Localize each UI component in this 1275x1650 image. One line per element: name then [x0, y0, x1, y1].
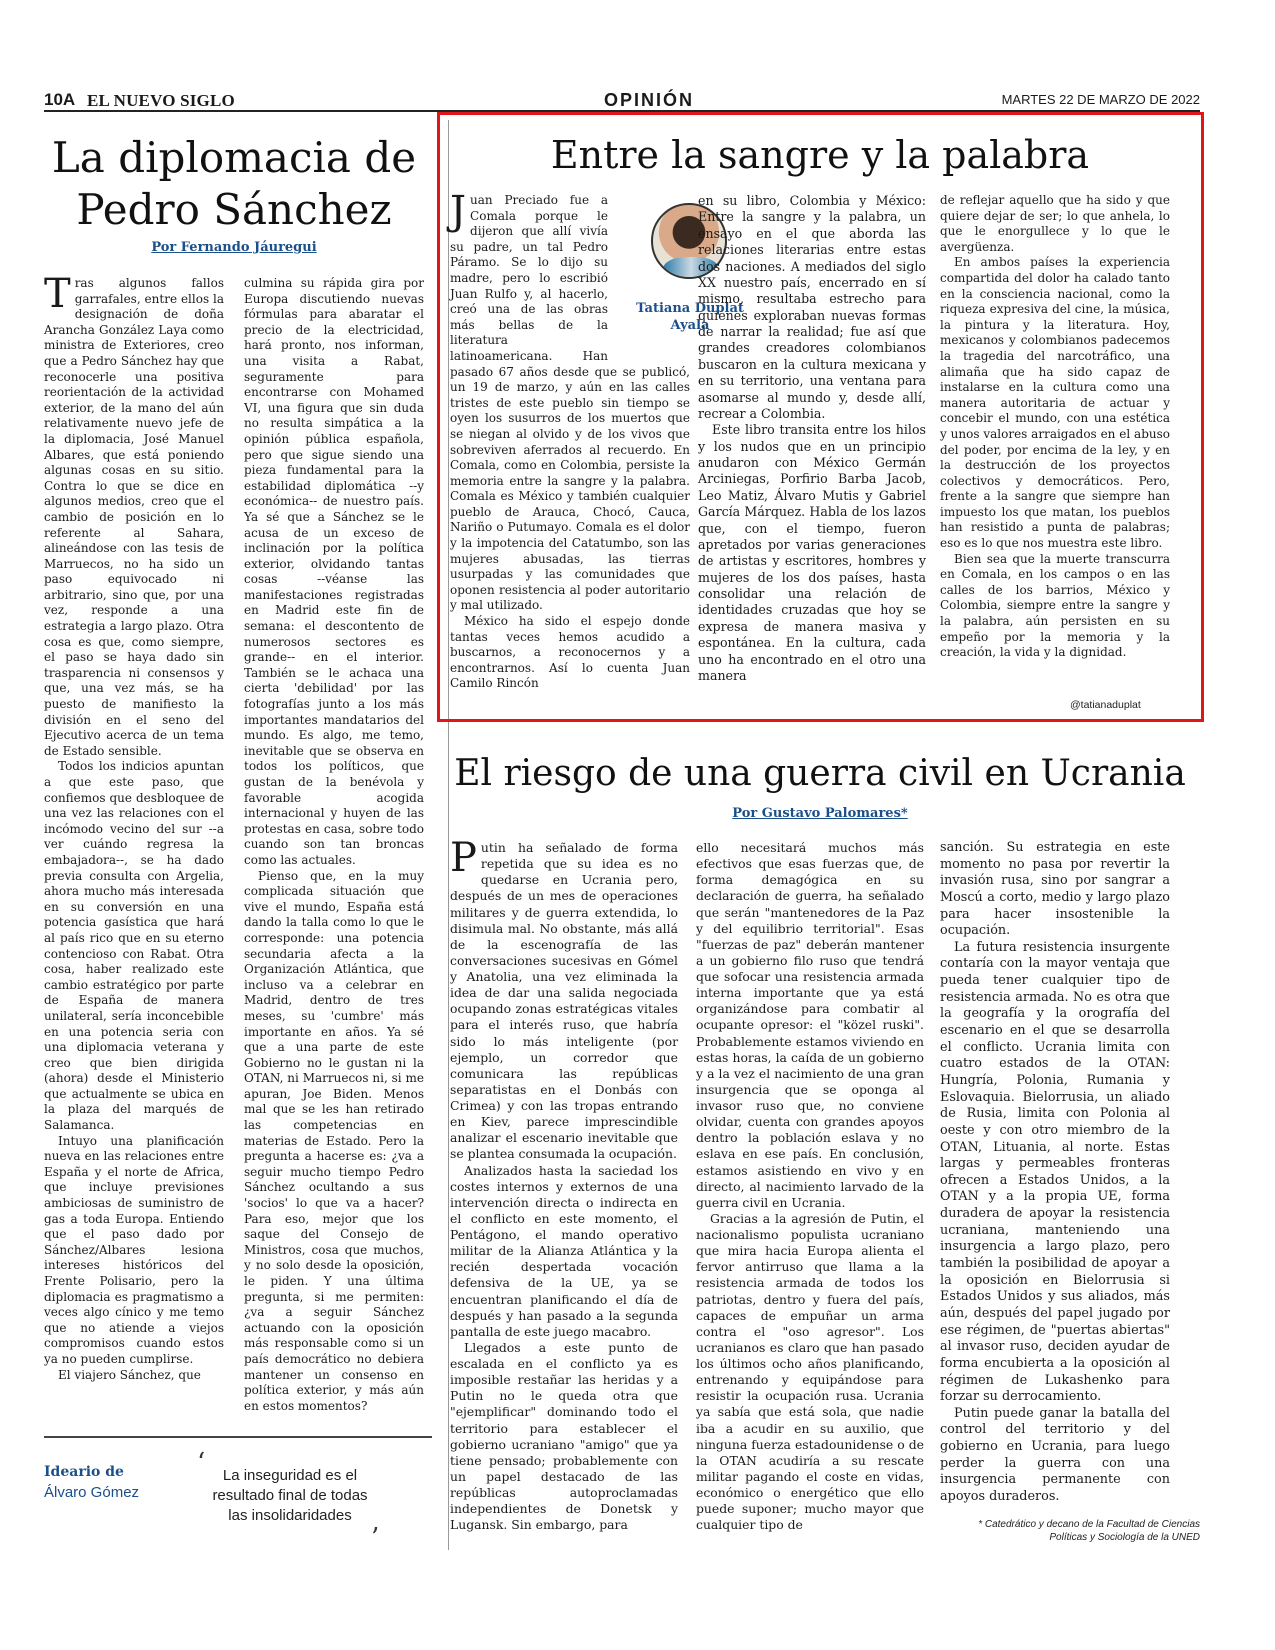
- bottom-article-column-3: [940, 840, 1170, 1506]
- paragraph: Gracias a la agresión de Putin, el nacionalismo populista ucraniano que mira hacia Europa alienta el fervor antirruso que llama a la resistencia armada de todos los patriotas, dentro y fuera del país, capaces de empuñar un arma contra el "oso agresor". Los ucranianos es claro que han pasado los últimos ocho años planificando, entrenando y equipándose para resistir la ocupación rusa. Ucrania ya sabía que está sola, que nadie iba a acudir en su auxilio, que ninguna fuerza estadounidense o de la OTAN acudiría a su rescate militar pagando el coste en vidas, económico o energético que ello puede suponer; mucho mayor que cualquier tipo de: [696, 1210, 924, 1533]
- quote-open-icon: ‘: [197, 1448, 206, 1478]
- newspaper-name: EL NUEVO SIGLO: [87, 91, 235, 110]
- center-article-title: Entre la sangre y la palabra: [550, 133, 1090, 177]
- paragraph: Putin puede ganar la batalla del control del territorio y del gobierno en Ucrania, para luego perder la guerra con una insurgencia permanente con apoyos duraderos.: [940, 1405, 1170, 1504]
- paragraph: ello necesitará muchos más efectivos que esas fuerzas que, de forma demagógica en su declaración de guerra, ha señalado que serán "mantenedores de la Paz y del equilibrio territorial". Esas "fuerzas de paz" deberán mantener a un gobierno filo ruso que tendrá que sofocar una resistencia armada interna importante que ya está organizándose para combatir al ocupante opresor: el "közel ruski". Probablemente estamos viviendo en estas horas, la caída de un gobierno y a la vez el nacimiento de una gran insurgencia que se oponga al invasor ruso que, no conviene olvidar, cuenta con grandes apoyos dentro la población eslava y no eslava en ese país. En conclusión, estamos asistiendo en vivo y en directo, al nacimiento larvado de la guerra civil en Ucrania.: [696, 840, 924, 1210]
- paragraph: Todos los indicios apuntan a que este paso, que confiemos que desbloquee de una vez las relaciones con el incómodo vecino del sur --a ver cuándo regresa la embajadora--, se ha dado previa consulta con Argelia, ahora mucho más interesada en su conversión en una potencia gasística que hará al país rico que en su eterno contencioso con Rabat. Otra cosa, haber realizado este cambio estratégico por parte de España de manera unilateral, sería inconcebible en una potencia seria con una diplomacia veterana y creo que bien dirigida (ahora) desde el Ministerio que actualmente se ubica en la plaza del marqués de Salamanca.: [44, 759, 224, 1133]
- paragraph: Pienso que, en la muy complicada situación que vive el mundo, España está dando la talla como lo que le corresponde: una potencia secundaria afecta a la Organización Atlántica, que incluso va a celebrar en Madrid, dentro de tres meses, su 'cumbre' más importante en años. Ya sé que a una parte de este Gobierno no le gustan ni la OTAN, ni Marruecos ni, si me apuran, Joe Biden. Menos mal que se les han retirado las competencias en materias de Estado. Pero la pregunta a hacerse es: ¿va a seguir mucho tiempo Pedro Sánchez ocultando a sus 'socios' lo que va a hacer? Para eso, mejor que los saque del Consejo de Ministros, cosa que muchos, y no solo desde la oposición, le piden. Y una última pregunta, si me permiten: ¿va a seguir Sánchez actuando con la oposición más responsable como si un país democrático no debiera mantener un consenso en política exterior, y más aún en estos momentos?: [244, 868, 424, 1413]
- paragraph: de reflejar aquello que ha sido y que quiere dejar de ser; lo que anhela, lo que le enorgullece y lo que le avergüenza.: [940, 193, 1170, 254]
- issue-date: MARTES 22 DE MARZO DE 2022: [1001, 92, 1200, 107]
- paragraph-text: ras algunos fallos garrafales, entre ellos la designación de doña Arancha González Laya como ministra de Exteriores, creo que a Pedro Sánchez hay que reconocerle una positiva reorientación de la actividad exterior, de la mano del aún relativamente nuevo jefe de la diplomacia, José Manuel Albares, que está poniendo algunas cosas en su sitio. Contra lo que se dice en algunos medios, creo que el cambio de posición en lo referente al Sahara, alineándose con las tesis de Marruecos, no ha sido un paso equivocado ni arbitrario, sino que, por una vez, responde a una estrategia a largo plazo. Otra cosa es que, como siempre, el paso se haya dado sin trasparencia ni consensos y que, una vez más, se ha puesto de manifiesto la división en el seno del Ejecutivo acerca de un tema de Estado sensible.: [44, 276, 224, 758]
- paragraph: [44, 271, 224, 759]
- center-article-column-1: [450, 188, 690, 692]
- ideario-quote: La inseguridad es el resultado final de todas las insolidaridades: [212, 1467, 368, 1524]
- drop-cap: P: [450, 835, 477, 881]
- section-title: OPINIÓN: [604, 90, 695, 110]
- page-header: [44, 90, 1200, 112]
- drop-cap: J: [450, 188, 467, 234]
- author-name: Tatiana Duplat Ayala: [636, 301, 744, 333]
- ideario-label: Ideario de: [44, 1464, 124, 1480]
- bottom-article-column-1: [450, 835, 678, 1533]
- left-article-column-2: [244, 276, 424, 1414]
- center-article-column-3: [940, 193, 1170, 661]
- ideario-divider: [44, 1436, 432, 1438]
- author-handle: @tatianaduplat: [1070, 699, 1141, 711]
- paragraph: Analizados hasta la saciedad los costes internos y externos de una intervención directa o indirecta en el conflicto en este momento, el Pentágono, el mando operativo militar de la Alianza Atlántica y la recién despertada vocación defensiva de la UE, ya se encuentran planificando el día de después y han pasado a la segunda pantalla de este juego macabro.: [450, 1162, 678, 1339]
- paragraph-text: utin ha señalado de forma repetida que su idea es no quedarse en Ucrania pero, después de un mes de operaciones militares y de guerra extendida, lo disimula mal. No obstante, más allá de la escenografía de las conversaciones sucesivas en Gómel y Anatolia, una vez eliminada la idea de dar una salida negociada ocupando zonas estratégicas vitales para el interés ruso, que habría sido lo más inteligente (por ejemplo, un corredor que comunicara las repúblicas separatistas en el Donbás con Crimea) y con las tropas entrando en Kiev, parece imprescindible analizar el escenario inevitable que se plantea consumada la ocupación.: [450, 840, 678, 1162]
- left-article-title: La diplomacia de Pedro Sánchez: [51, 133, 417, 234]
- paragraph: Intuyo una planificación nueva en las relaciones entre España y el norte de Africa, que incluye previsiones ambiciosas de suministro de gas a toda Europa. Entiendo que el paso dado por Sánchez/Albares lesiona intereses históricos del Frente Polisario, pero la diplomacia es pragmatismo a veces algo cínico y me temo que no atiende a viejos compromisos cuando estos ya no pueden cumplirse.: [44, 1133, 224, 1366]
- paragraph: en su libro, Colombia y México: Entre la sangre y la palabra, un ensayo en el que aborda las relaciones literarias entre estas dos naciones. A mediados del siglo XX nuestro país, encerrado en sí mismo, resultaba estrecho para quienes exploraban nuevas formas de narrar la realidad; fue así que grandes creadores colombianos buscaron en la cultura mexicana y en su territorio, una ventana para asomarse al mundo y, desde allí, recrear a Colombia.: [698, 193, 926, 421]
- ideario-author: Álvaro Gómez: [44, 1484, 140, 1501]
- paragraph: La futura resistencia insurgente contaría con la mayor ventaja que pueda tener cualquier tipo de resistencia armada. No es otra que la geografía y la orografía del escenario en el que se desarrolla el conflicto. Ucrania limita con cuatro estados de la OTAN: Hungría, Polonia, Rumania y Eslovaquia. Bielorrusia, un aliado de Rusia, limita con Polonia al oeste y con otro miembro de la OTAN, Lituania, al norte. Estas largas y permeables fronteras ofrecen a Estados Unidos, a la OTAN y a la propia UE, forma duradera de apoyar la resistencia ucraniana, manteniendo una insurgencia a largo plazo, pero también la posibilidad de apoyar a la oposición en Bielorrusia si Estados Unidos y sus aliados, más aún, después del papel jugado por ese régimen, de "puertas abiertas" al invasor ruso, deciden ayudar de forma encubierta a la oposición al régimen de Lukashenko para forzar su derrocamiento.: [940, 939, 1170, 1405]
- left-article-column-1: [44, 271, 224, 1383]
- paragraph: Bien sea que la muerte transcurra en Comala, en los campos o en las calles de los barrios, México y Colombia, siempre entre la sangre y la palabra, aún persisten en su empeño por la memoria y la creación, la vida y la dignidad.: [940, 551, 1170, 660]
- bottom-article-title: El riesgo de una guerra civil en Ucrania: [454, 753, 1186, 794]
- paragraph: Llegados a este punto de escalada en el conflicto ya es imposible restañar las heridas y a Putin no le queda otra que "ejemplificar" dominando todo el territorio para establecer el gobierno ucraniano "amigo" que ya tiene pensado; probablemente con un papel destacado de las repúblicas autoproclamadas independientes de Donetsk y Lugansk. Sin embargo, para: [450, 1339, 678, 1533]
- drop-cap: T: [44, 271, 71, 317]
- paragraph: El viajero Sánchez, que: [58, 1367, 201, 1382]
- paragraph: culmina su rápida gira por Europa discutiendo nuevas fórmulas para abaratar el precio de la electricidad, hará pronto, nos informan, una visita a Rabat, seguramente para encontrarse con Mohamed VI, una figura que sin duda no resulta simpática a la opinión pública española, pero que sigue siendo una pieza fundamental para la estabilidad diplomática --y económica-- de nuestro país. Ya sé que a Sánchez se le acusa de un exceso de inclinación por la política exterior, olvidando tantas cosas --véanse las manifestaciones registradas en Madrid este fin de semana: el descontento de numerosos sectores es grande-- en el interior. También se le achaca una cierta 'debilidad' por las fotografías junto a los más importantes mandatarios del mundo. Es algo, me temo, inevitable que se observa en todos los políticos, que gustan de la benévola y favorable acogida internacional y huyen de las protestas en casa, sobre todo cuando son tan broncas como las actuales.: [244, 276, 424, 867]
- paragraph: En ambos países la experiencia compartida del dolor ha calado tanto en la consciencia nacional, como la riqueza expresiva del cine, la música, la pintura y la literatura. Hoy, mexicanos y colombianos padecemos la tragedia del narcotráfico, una alimaña que ha sido capaz de instalarse en la cultura como una manera autoritaria de actuar y concebir el mundo, con una estética y unos valores arraigados en el abuso del poder, por encima de la ley, y en la destrucción de los proyectos colectivos y democráticos. Pero, frente a la sangre que siempre han impuesto los que matan, los pueblos han resistido a punta de palabras; eso es lo que nos muestra este libro.: [940, 255, 1170, 551]
- paragraph: México ha sido el espejo donde tantas veces hemos acudido a buscarnos, a reconocernos y a encontrarnos. Así lo cuenta Juan Camilo Rincón: [450, 614, 690, 691]
- quote-close-icon: ’: [371, 1523, 380, 1553]
- paragraph-text: uan Preciado fue a Comala porque le dijeron que allí vivía su padre, un tal Pedro Páramo. Se lo dijo su madre, pero lo escribió Juan Rulfo y, al hacerlo, creó una de las obras más bellas de la literatura latinoamericana. Han pasado 67 años desde que se publicó, un 19 de marzo, y aún en las calles tristes de este pueblo sin tiempo se oyen los susurros de los muertos que se niegan al olvido y de los vivos que sobreviven aferrados al recuerdo. En Comala, como en Colombia, persiste la memoria entre la sangre y la palabra. Comala es México y también cualquier pueblo de Arauca, Chocó, Cauca, Nariño o Putumayo. Comala es el dolor y la impotencia del Catatumbo, son las mujeres abusadas, las tierras usurpadas y las comunidades que oponen resistencia al poder autoritario y mal utilizado.: [450, 193, 690, 613]
- left-article-byline: Por Fernando Jáuregui: [151, 240, 317, 255]
- paragraph: [450, 835, 678, 1163]
- bottom-article-column-2: [696, 840, 924, 1533]
- bottom-article-byline: Por Gustavo Palomares*: [732, 806, 908, 821]
- paragraph: Este libro transita entre los hilos y los nudos que en un principio anudaron con México Germán Arciniegas, Porfirio Barba Jacob, Leo Matiz, Álvaro Mutis y Gabriel García Márquez. Habla de los lazos que, con el tiempo, fueron apretados por varias generaciones de artistas y escritores, hombres y mujeres de los dos países, hasta consolidar una relación de identidades cruzadas que hoy se expresa de manera masiva y espontánea. En la cultura, cada uno ha encontrado en el otro una manera: [698, 422, 926, 683]
- author-footnote: * Catedrático y decano de la Facultad de Ciencias Políticas y Sociología de la UNED: [978, 1519, 1200, 1543]
- center-article-column-2: [698, 193, 926, 684]
- page-number: 10A: [44, 90, 76, 109]
- paragraph: sanción. Su estrategia en este momento no pasa por revertir la invasión rusa, sino por sangrar a Moscú a corto, medio y largo plazo para hacer insostenible la ocupación.: [940, 840, 1170, 939]
